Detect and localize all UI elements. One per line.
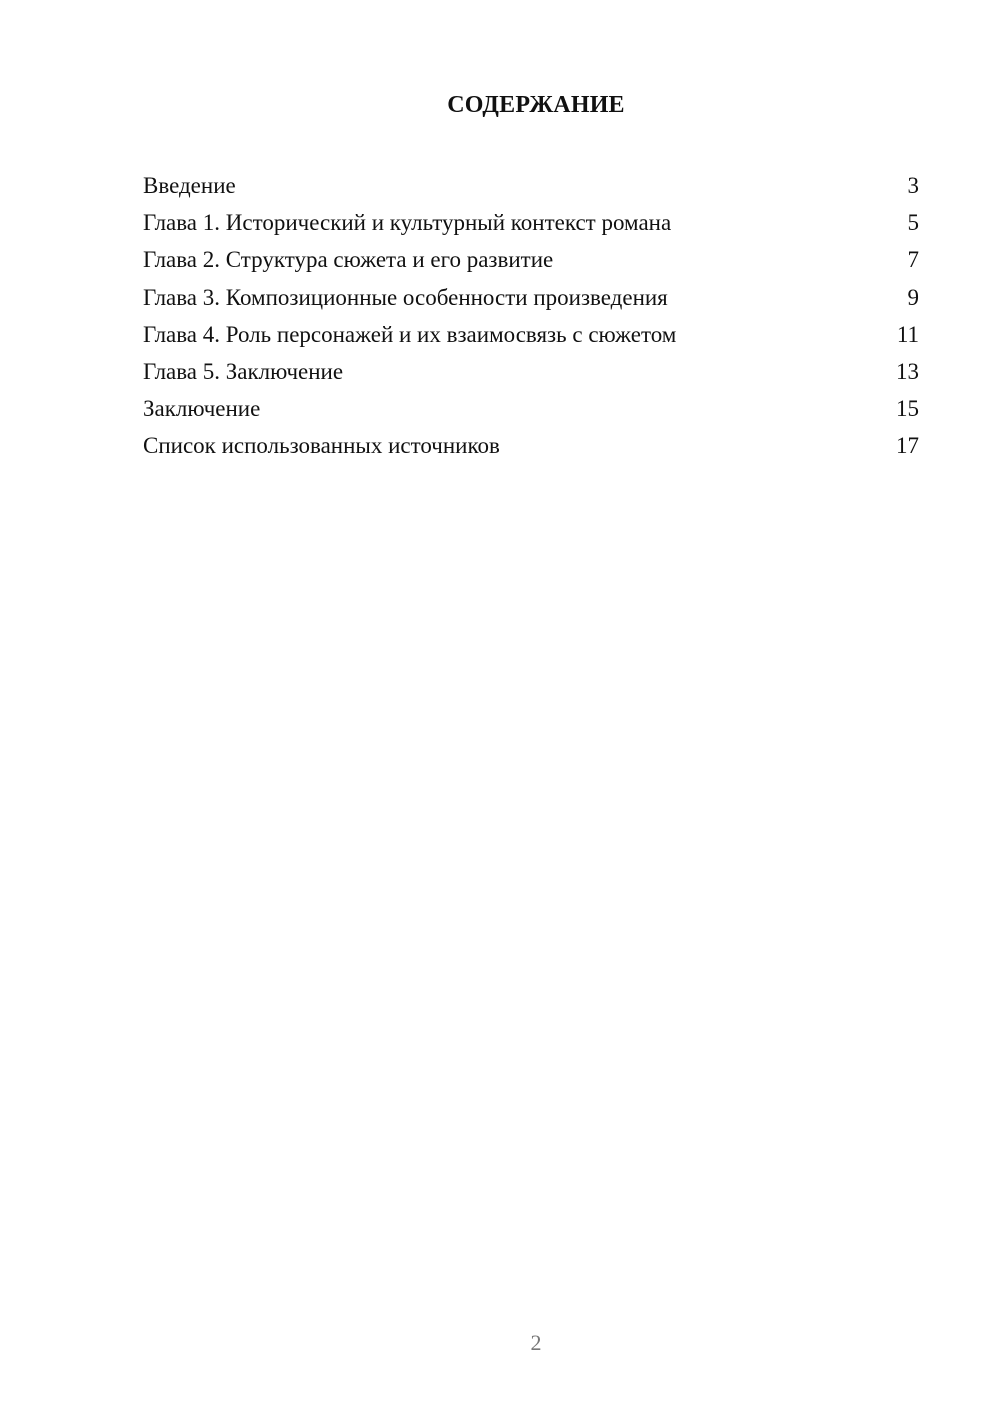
toc-item-title: Заключение — [143, 396, 261, 422]
toc-item-title: Глава 3. Композиционные особенности произведения — [143, 284, 668, 310]
toc-item-page: 15 — [896, 396, 919, 422]
toc-item-page: 11 — [896, 321, 919, 347]
page-number: 2 — [530, 1330, 542, 1355]
toc-item[interactable] — [143, 353, 919, 390]
toc-item[interactable] — [143, 167, 919, 204]
toc-item-title: Введение — [143, 173, 236, 198]
toc-item[interactable] — [143, 316, 919, 353]
toc-item[interactable] — [143, 279, 919, 316]
toc-item-title: Глава 1. Исторический и культурный контекст романа — [143, 210, 672, 236]
toc-item-page: 13 — [896, 358, 919, 384]
toc-item-page: 5 — [907, 210, 919, 236]
toc-item-page: 3 — [907, 173, 919, 198]
toc-item-title: Глава 5. Заключение — [143, 358, 344, 384]
toc-item[interactable] — [143, 390, 919, 427]
toc-item-page: 17 — [896, 433, 919, 459]
table-of-contents — [143, 167, 919, 465]
toc-heading: СОДЕРЖАНИЕ — [447, 92, 625, 118]
toc-item[interactable] — [143, 427, 919, 464]
toc-item-title: Глава 4. Роль персонажей и их взаимосвязь с сюжетом — [143, 321, 677, 347]
toc-item-page: 9 — [907, 284, 919, 310]
toc-item-page: 7 — [907, 247, 919, 273]
toc-item[interactable] — [143, 204, 919, 241]
toc-item[interactable] — [143, 241, 919, 278]
toc-item-title: Глава 2. Структура сюжета и его развитие — [143, 247, 554, 273]
toc-item-title: Список использованных источников — [143, 433, 500, 459]
